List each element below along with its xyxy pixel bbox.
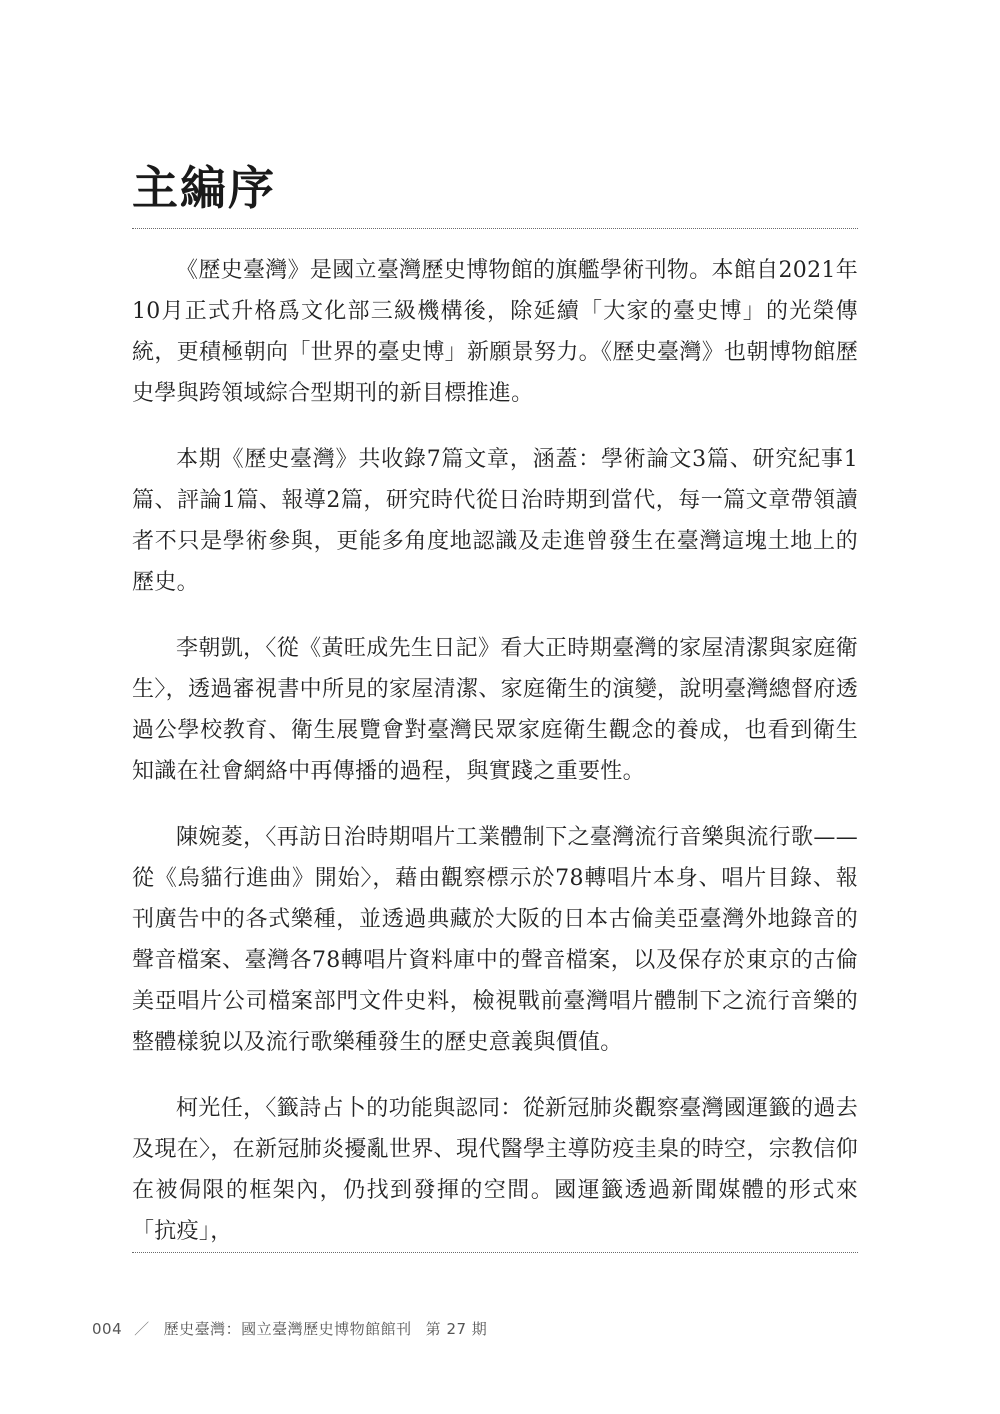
paragraph-ke-guangren: 柯光任，〈籤詩占卜的功能與認同：從新冠肺炎觀察臺灣國運籤的過去及現在〉，在新冠肺炎擾亂世界、現代醫學主導防疫圭臬的時空，宗教信仰在被侷限的框架內，仍找到發揮的空間。國運籤透過新聞媒體的形式來「抗疫」， bbox=[132, 1096, 858, 1244]
footer-separator: ／ bbox=[134, 1320, 150, 1338]
top-divider bbox=[132, 228, 858, 229]
page-number: 004 bbox=[92, 1320, 123, 1338]
paragraph-li-chaokai: 李朝凱，〈從《黃旺成先生日記》看大正時期臺灣的家屋清潔與家庭衛生〉，透過審視書中所見的家屋清潔、家庭衛生的演變，說明臺灣總督府透過公學校教育、衛生展覽會對臺灣民眾家庭衛生觀念的養成，也看到衛生知識在社會網絡中再傳播的過程，與實踐之重要性。 bbox=[132, 636, 858, 784]
journal-name: 歷史臺灣：國立臺灣歷史博物館館刊 bbox=[163, 1320, 412, 1338]
paragraph-chen-wanling: 陳婉菱，〈再訪日治時期唱片工業體制下之臺灣流行音樂與流行歌——從《烏貓行進曲》開始〉，藉由觀察標示於78轉唱片本身、唱片目錄、報刊廣告中的各式樂種，並透過典藏於大阪的日本古倫美亞臺灣外地錄音的聲音檔案、臺灣各78轉唱片資料庫中的聲音檔案，以及保存於東京的古倫美亞唱片公司檔案部門文件史料，檢視戰前臺灣唱片體制下之流行音樂的整體樣貌以及流行歌樂種發生的歷史意義與價值。 bbox=[132, 825, 858, 1055]
issue-number: 第 27 期 bbox=[425, 1320, 488, 1338]
bottom-divider bbox=[132, 1252, 858, 1253]
page-title: 主編序 bbox=[132, 161, 276, 215]
article-body bbox=[132, 250, 858, 1277]
page-footer bbox=[92, 1318, 487, 1339]
paragraph-overview: 本期《歷史臺灣》共收錄7篇文章，涵蓋：學術論文3篇、研究紀事1篇、評論1篇、報導2篇，研究時代從日治時期到當代，每一篇文章帶領讀者不只是學術參與，更能多角度地認識及走進曾發生在臺灣這塊土地上的歷史。 bbox=[132, 447, 858, 595]
paragraph-intro: 《歷史臺灣》是國立臺灣歷史博物館的旗艦學術刊物。本館自2021年10月正式升格爲文化部三級機構後，除延續「大家的臺史博」的光榮傳統，更積極朝向「世界的臺史博」新願景努力。《歷史臺灣》也朝博物館歷史學與跨領域綜合型期刊的新目標推進。 bbox=[132, 258, 858, 406]
